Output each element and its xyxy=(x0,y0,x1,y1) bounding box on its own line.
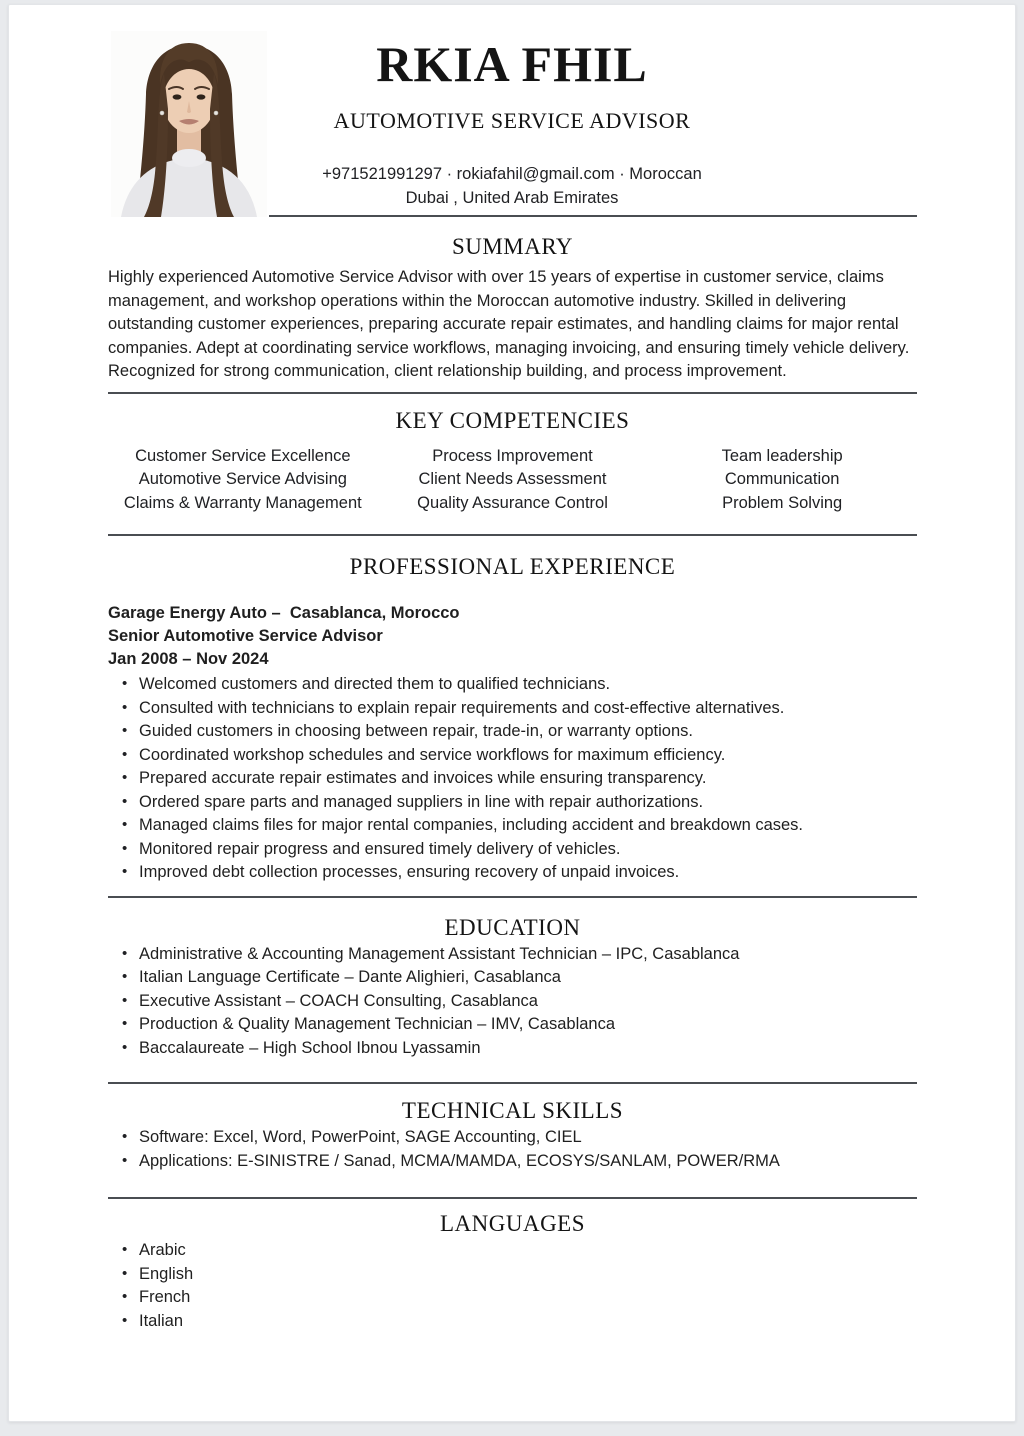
candidate-name: RKIA FHIL xyxy=(376,36,648,92)
section-divider xyxy=(108,534,917,536)
competency-item: Problem Solving xyxy=(722,493,843,512)
education-list xyxy=(108,943,917,1061)
summary-text: Highly experienced Automotive Service Advisor with over 15 years of expertise in customer service, claims management, and workshop operations within the Moroccan automotive industry. Skilled in delivering outstanding customer experiences, preparing accurate repair estimates, and handling claims for major rental companies. Adept at coordinating service workflows, managing invoicing, and ensuring timely vehicle delivery. Recognized for strong communication, client relationship building, and process improvement. xyxy=(108,268,910,380)
resume-header xyxy=(9,5,1015,217)
resume-page xyxy=(8,4,1016,1422)
section-heading-education: EDUCATION xyxy=(444,914,581,940)
experience-bullet-list xyxy=(108,673,917,885)
skill-item: • Software: Excel, Word, PowerPoint, SAGE Accounting, CIEL xyxy=(139,1126,917,1150)
contact-line-phone-email-nationality: +971521991297 · rokiafahil@gmail.com · Moroccan xyxy=(322,165,702,183)
language-item: • English xyxy=(139,1263,917,1287)
competency-item: Customer Service Excellence xyxy=(135,446,351,465)
competency-item: Process Improvement xyxy=(432,446,593,465)
key-competencies-grid xyxy=(108,445,917,516)
section-heading-summary: SUMMARY xyxy=(451,234,574,259)
competency-column xyxy=(108,445,378,516)
competency-item: Communication xyxy=(724,470,840,488)
section-divider xyxy=(108,1082,917,1084)
competency-item: Quality Assurance Control xyxy=(417,493,608,512)
section-heading-languages: LANGUAGES xyxy=(439,1211,586,1236)
resume-body xyxy=(9,233,1015,1333)
competency-item: Client Needs Assessment xyxy=(418,470,607,488)
candidate-job-title: AUTOMOTIVE SERVICE ADVISOR xyxy=(333,108,691,133)
education-item: • Italian Language Certificate – Dante Alighieri, Casablanca xyxy=(139,966,917,990)
profile-photo xyxy=(111,31,267,217)
skill-item: • Applications: E-SINISTRE / Sanad, MCMA/MAMDA, ECOSYS/SANLAM, POWER/RMA xyxy=(139,1150,917,1174)
competency-item: Automotive Service Advising xyxy=(138,470,347,488)
contact-line-location: Dubai , United Arab Emirates xyxy=(405,188,619,207)
experience-bullet: • Coordinated workshop schedules and service workflows for maximum efficiency. xyxy=(139,744,917,768)
technical-skills-list xyxy=(108,1126,917,1173)
education-item: • Baccalaureate – High School Ibnou Lyassamin xyxy=(139,1037,917,1061)
experience-bullet: • Welcomed customers and directed them to qualified technicians. xyxy=(139,673,917,697)
language-item: • Arabic xyxy=(139,1239,917,1263)
language-item: • Italian xyxy=(139,1310,917,1334)
experience-bullet: • Managed claims files for major rental companies, including accident and breakdown cases. xyxy=(139,814,917,838)
experience-bullet: • Prepared accurate repair estimates and invoices while ensuring transparency. xyxy=(139,767,917,791)
section-heading-experience: PROFESSIONAL EXPERIENCE xyxy=(349,554,676,579)
experience-bullet: • Consulted with technicians to explain repair requirements and cost-effective alternatives. xyxy=(139,697,917,721)
languages-list xyxy=(108,1239,917,1333)
section-divider xyxy=(108,896,917,898)
job-dates: Jan 2008 – Nov 2024 xyxy=(108,650,269,668)
portrait-illustration xyxy=(111,31,267,217)
experience-bullet: • Guided customers in choosing between repair, trade-in, or warranty options. xyxy=(139,720,917,744)
section-heading-key-competencies: KEY COMPETENCIES xyxy=(395,407,630,433)
section-heading-technical-skills: TECHNICAL SKILLS xyxy=(401,1098,624,1123)
experience-bullet: • Ordered spare parts and managed suppliers in line with repair authorizations. xyxy=(139,791,917,815)
competency-column xyxy=(378,445,648,516)
competency-item: Claims & Warranty Management xyxy=(123,493,362,512)
job-role: Senior Automotive Service Advisor xyxy=(108,627,383,645)
education-item: • Production & Quality Management Technician – IMV, Casablanca xyxy=(139,1013,917,1037)
experience-bullet: • Improved debt collection processes, ensuring recovery of unpaid invoices. xyxy=(139,861,917,885)
competency-column xyxy=(647,445,917,516)
education-item: • Executive Assistant – COACH Consulting, Casablanca xyxy=(139,990,917,1014)
section-divider xyxy=(108,1197,917,1199)
competency-item: Team leadership xyxy=(721,446,843,465)
experience-bullet: • Monitored repair progress and ensured timely delivery of vehicles. xyxy=(139,838,917,862)
language-item: • French xyxy=(139,1286,917,1310)
header-divider xyxy=(269,215,917,217)
section-divider xyxy=(108,392,917,394)
education-item: • Administrative & Accounting Management Assistant Technician – IPC, Casablanca xyxy=(139,943,917,967)
job-company-location: Garage Energy Auto – Casablanca, Morocco xyxy=(108,604,460,622)
